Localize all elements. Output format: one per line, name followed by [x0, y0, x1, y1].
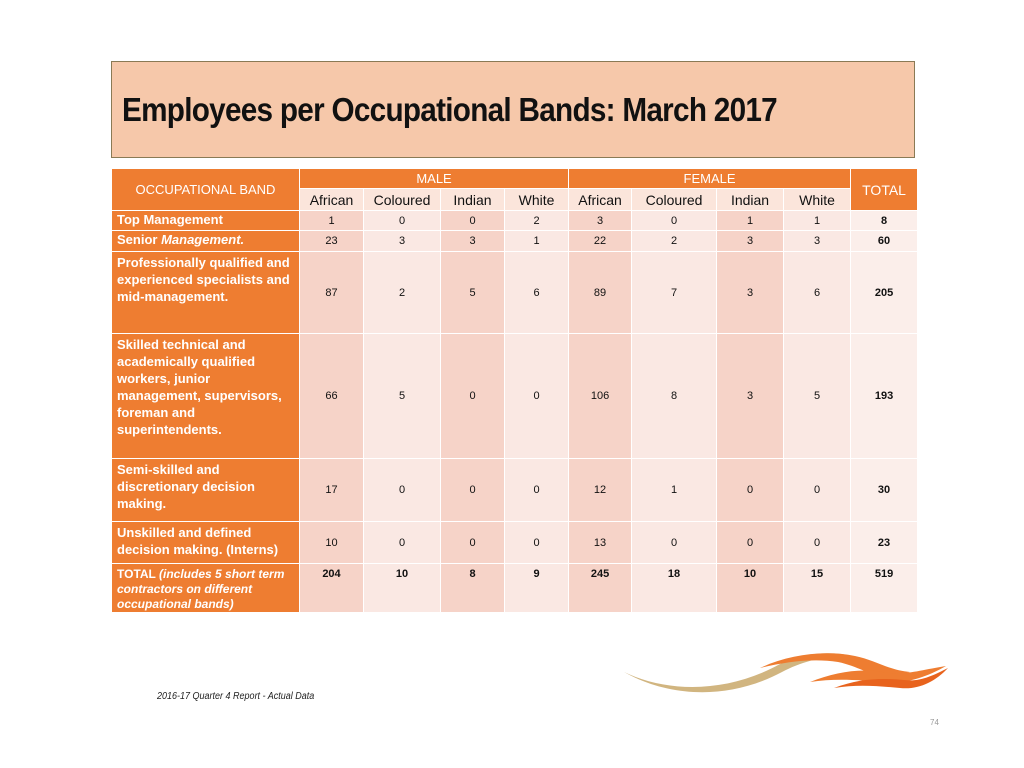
grand-total-row: [112, 564, 918, 613]
row-total: 60: [851, 231, 918, 252]
table-cell: 1: [300, 211, 364, 231]
table-cell: 0: [717, 522, 784, 564]
table-cell: 9: [505, 564, 569, 613]
total-header: TOTAL: [851, 169, 918, 211]
table-cell: 0: [364, 522, 441, 564]
table-row: [112, 522, 918, 564]
table-cell: 0: [632, 211, 717, 231]
table-row: [112, 211, 918, 231]
table-row: [112, 334, 918, 459]
title-banner: [111, 61, 915, 158]
grand-total: 519: [851, 564, 918, 613]
table-cell: 106: [569, 334, 632, 459]
table-cell: 89: [569, 252, 632, 334]
table-cell: 5: [364, 334, 441, 459]
male-header: MALE: [300, 169, 569, 189]
table-cell: 0: [632, 522, 717, 564]
table-row: [112, 459, 918, 522]
table-cell: 8: [441, 564, 505, 613]
table-cell: 0: [441, 211, 505, 231]
col-header-male-coloured: Coloured: [364, 189, 441, 211]
table-cell: 3: [441, 231, 505, 252]
table-row: [112, 231, 918, 252]
table-cell: 3: [717, 231, 784, 252]
table-cell: 0: [784, 522, 851, 564]
table-cell: 18: [632, 564, 717, 613]
table-cell: 204: [300, 564, 364, 613]
table-cell: 1: [505, 231, 569, 252]
occupational-band-header: OCCUPATIONAL BAND: [112, 169, 300, 211]
table-cell: 0: [505, 459, 569, 522]
table-cell: 12: [569, 459, 632, 522]
table-cell: 5: [784, 334, 851, 459]
table-cell: 0: [441, 334, 505, 459]
table-cell: 10: [364, 564, 441, 613]
table-cell: 87: [300, 252, 364, 334]
table-cell: 5: [441, 252, 505, 334]
table-cell: 8: [632, 334, 717, 459]
swoosh-logo-icon: [620, 648, 950, 700]
table-cell: 2: [632, 231, 717, 252]
row-total: 23: [851, 522, 918, 564]
table-cell: 0: [784, 459, 851, 522]
band-label: Senior Management.: [112, 231, 300, 252]
band-label: Top Management: [112, 211, 300, 231]
col-header-male-african: African: [300, 189, 364, 211]
table-cell: 0: [505, 522, 569, 564]
table-cell: 0: [505, 334, 569, 459]
header-row-groups: [112, 169, 918, 189]
table-cell: 1: [632, 459, 717, 522]
row-total: 30: [851, 459, 918, 522]
table-cell: 2: [364, 252, 441, 334]
table-cell: 7: [632, 252, 717, 334]
col-header-female-coloured: Coloured: [632, 189, 717, 211]
band-label-total: TOTAL (includes 5 short term contractors on different occupational bands): [112, 564, 300, 613]
band-label: Unskilled and defined decision making. (Interns): [112, 522, 300, 564]
row-total: 8: [851, 211, 918, 231]
band-label: Skilled technical and academically qualified workers, junior management, supervisors, foreman and superintendents.: [112, 334, 300, 459]
col-header-female-african: African: [569, 189, 632, 211]
occupational-bands-table: [111, 168, 918, 613]
table-cell: 22: [569, 231, 632, 252]
table-cell: 3: [717, 334, 784, 459]
table-row: [112, 252, 918, 334]
table-cell: 23: [300, 231, 364, 252]
row-total: 205: [851, 252, 918, 334]
table-cell: 10: [300, 522, 364, 564]
band-label: Professionally qualified and experienced specialists and mid-management.: [112, 252, 300, 334]
page-number: 74: [930, 718, 939, 727]
col-header-female-white: White: [784, 189, 851, 211]
table-cell: 6: [784, 252, 851, 334]
col-header-male-white: White: [505, 189, 569, 211]
table-cell: 6: [505, 252, 569, 334]
table-cell: 0: [364, 459, 441, 522]
table-cell: 0: [441, 459, 505, 522]
col-header-male-indian: Indian: [441, 189, 505, 211]
table-cell: 3: [364, 231, 441, 252]
row-total: 193: [851, 334, 918, 459]
table-cell: 10: [717, 564, 784, 613]
table-cell: 3: [569, 211, 632, 231]
page-title: Employees per Occupational Bands: March 2017: [122, 90, 777, 128]
footer-note: 2016-17 Quarter 4 Report - Actual Data: [157, 691, 315, 702]
table-cell: 13: [569, 522, 632, 564]
table-cell: 17: [300, 459, 364, 522]
table-cell: 15: [784, 564, 851, 613]
table-cell: 245: [569, 564, 632, 613]
table-cell: 0: [717, 459, 784, 522]
table-cell: 0: [441, 522, 505, 564]
table-cell: 3: [717, 252, 784, 334]
table-cell: 0: [364, 211, 441, 231]
table-cell: 2: [505, 211, 569, 231]
female-header: FEMALE: [569, 169, 851, 189]
table-cell: 3: [784, 231, 851, 252]
col-header-female-indian: Indian: [717, 189, 784, 211]
band-label: Semi-skilled and discretionary decision making.: [112, 459, 300, 522]
table-cell: 66: [300, 334, 364, 459]
table-cell: 1: [717, 211, 784, 231]
table-cell: 1: [784, 211, 851, 231]
